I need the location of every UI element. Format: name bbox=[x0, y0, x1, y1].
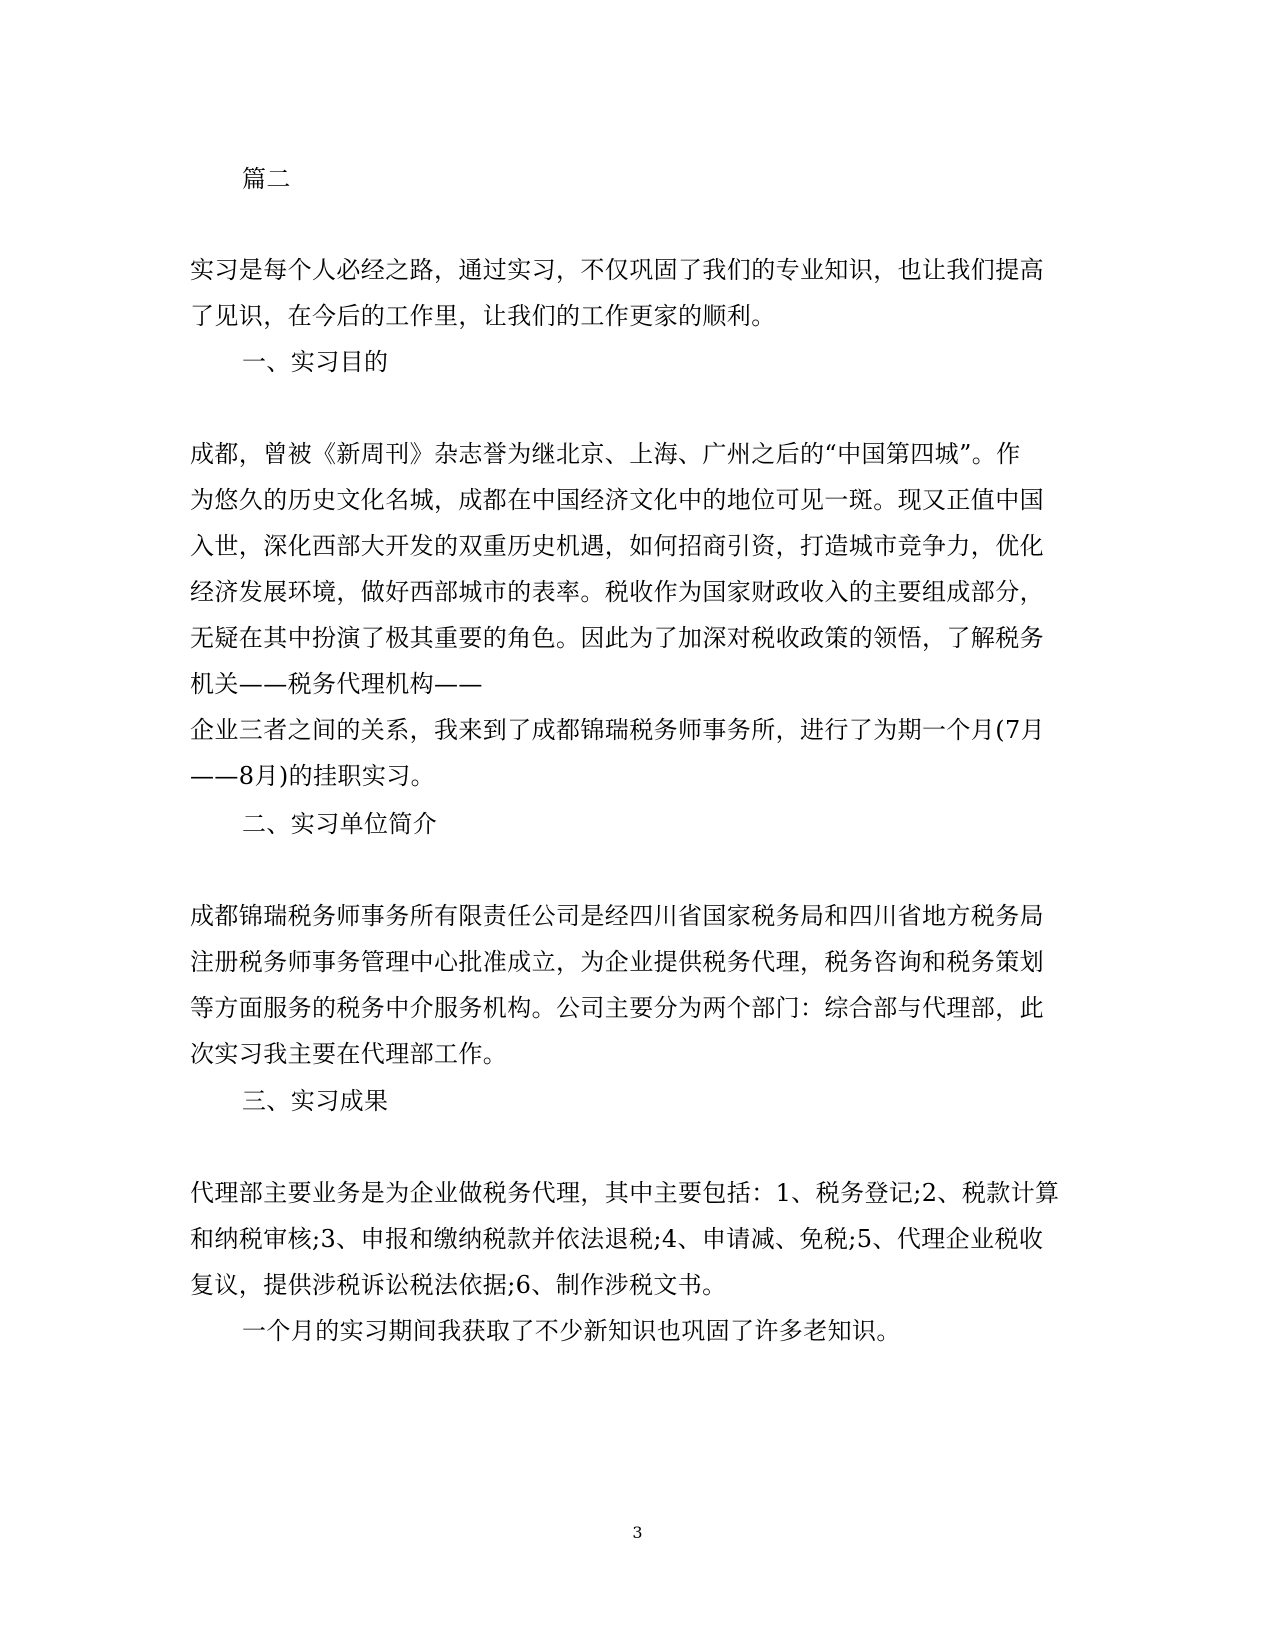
section1-line-1: 成都，曾被《新周刊》杂志誉为继北京、上海、广州之后的“中国第四城”。作 bbox=[190, 440, 1021, 468]
section3-line-3: 复议，提供涉税诉讼税法依据;6、制作涉税文书。 bbox=[190, 1271, 727, 1299]
section3-line-1: 代理部主要业务是为企业做税务代理，其中主要包括：1、税务登记;2、税款计算 bbox=[190, 1179, 1060, 1207]
document-heading: 篇二 bbox=[242, 165, 291, 193]
section1-line-3: 入世，深化西部大开发的双重历史机遇，如何招商引资，打造城市竞争力，优化 bbox=[190, 532, 1044, 560]
section3-title: 三、实习成果 bbox=[242, 1087, 389, 1115]
intro-line-2: 了见识，在今后的工作里，让我们的工作更家的顺利。 bbox=[190, 302, 776, 330]
page-number: 3 bbox=[632, 1523, 643, 1542]
section1-line-2: 为悠久的历史文化名城，成都在中国经济文化中的地位可见一斑。现又正值中国 bbox=[190, 486, 1044, 514]
section1-line-4: 经济发展环境，做好西部城市的表率。税收作为国家财政收入的主要组成部分， bbox=[190, 578, 1044, 606]
section3-line-2: 和纳税审核;3、申报和缴纳税款并依法退税;4、申请减、免税;5、代理企业税收 bbox=[190, 1225, 1044, 1253]
section1-title: 一、实习目的 bbox=[242, 348, 389, 376]
section2-line-3: 等方面服务的税务中介服务机构。公司主要分为两个部门：综合部与代理部，此 bbox=[190, 994, 1044, 1022]
intro-line-1: 实习是每个人必经之路，通过实习，不仅巩固了我们的专业知识，也让我们提高 bbox=[190, 256, 1044, 284]
section2-line-1: 成都锦瑞税务师事务所有限责任公司是经四川省国家税务局和四川省地方税务局 bbox=[190, 902, 1044, 930]
section1-line-5: 无疑在其中扮演了极其重要的角色。因此为了加深对税收政策的领悟，了解税务 bbox=[190, 624, 1044, 652]
section1-line-7: 企业三者之间的关系，我来到了成都锦瑞税务师事务所，进行了为期一个月(7月 bbox=[190, 716, 1046, 744]
section2-title: 二、实习单位简介 bbox=[242, 810, 438, 838]
section1-line-8: ——8月)的挂职实习。 bbox=[190, 762, 436, 790]
section2-line-2: 注册税务师事务管理中心批准成立，为企业提供税务代理，税务咨询和税务策划 bbox=[190, 948, 1044, 976]
closing-line: 一个月的实习期间我获取了不少新知识也巩固了许多老知识。 bbox=[242, 1317, 901, 1345]
section1-line-6: 机关——税务代理机构—— bbox=[190, 670, 483, 698]
section2-line-4: 次实习我主要在代理部工作。 bbox=[190, 1040, 508, 1068]
